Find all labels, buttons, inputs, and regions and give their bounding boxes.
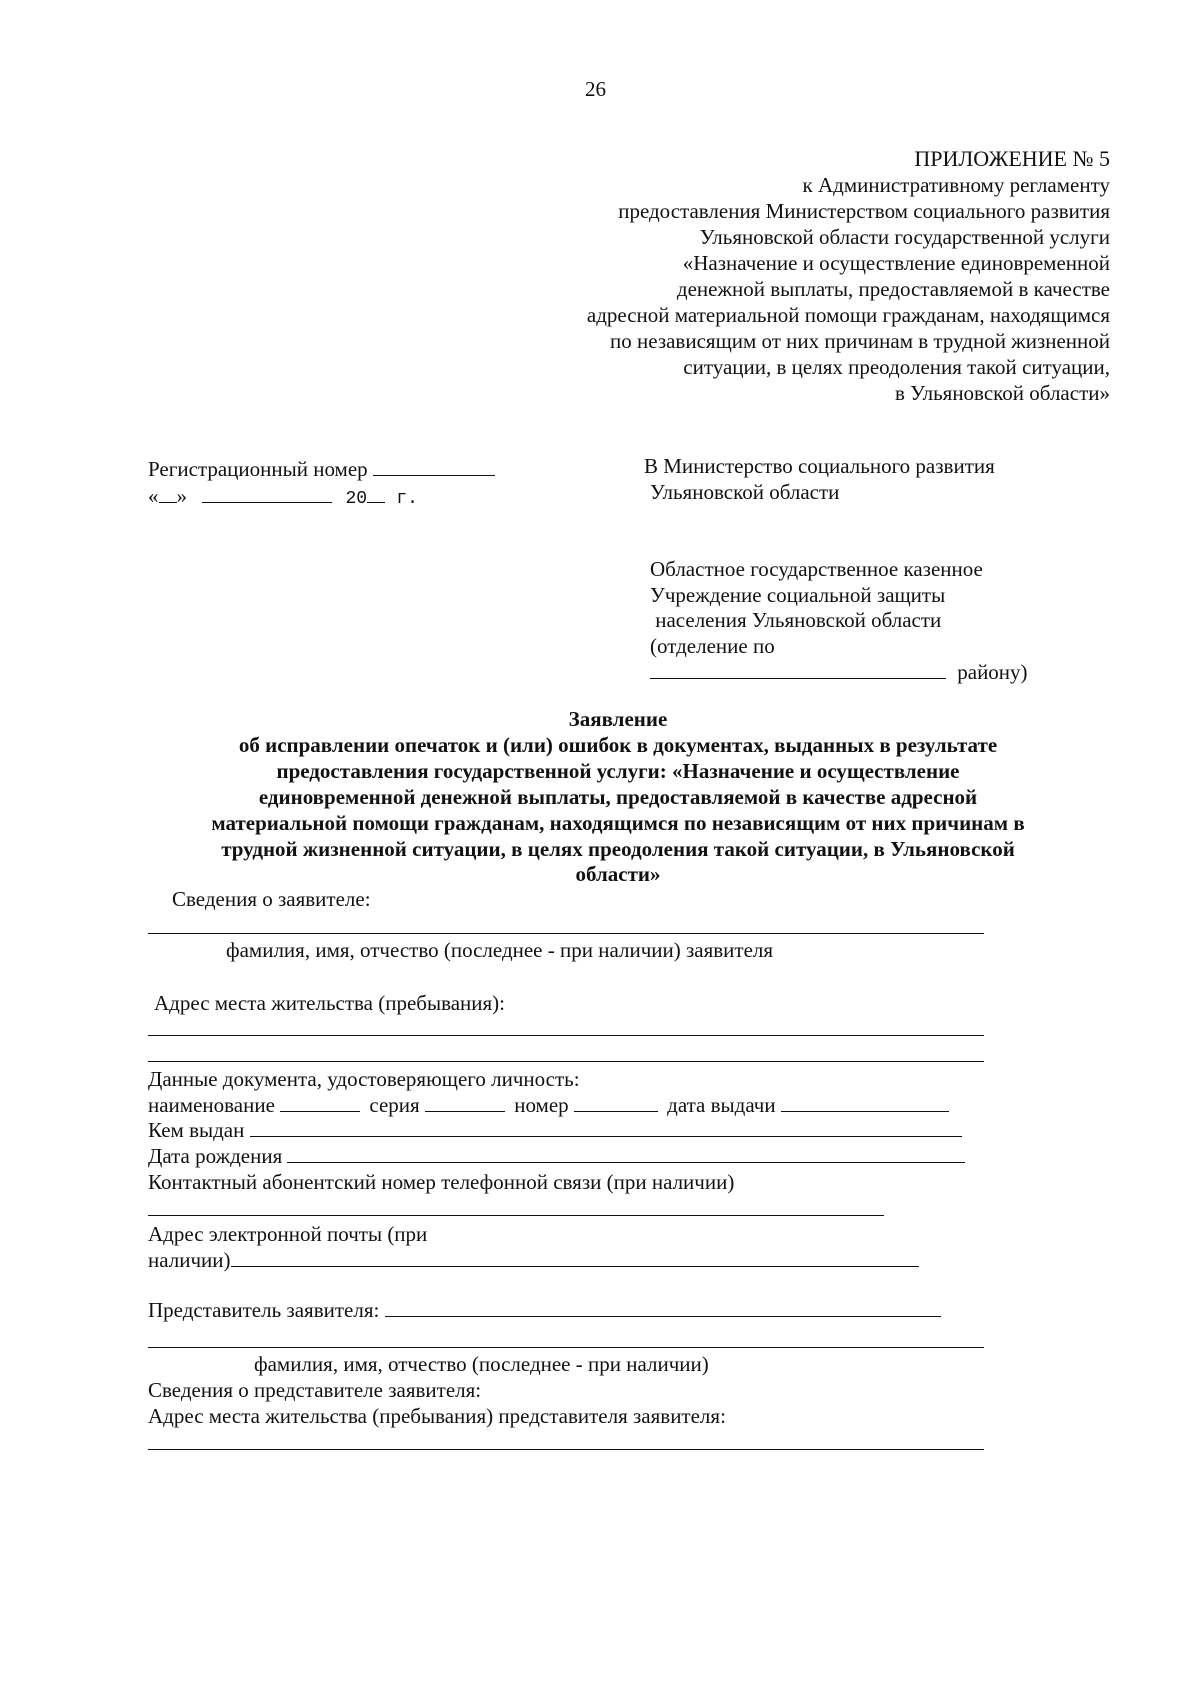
address-field-line2[interactable] [148,1061,984,1062]
statement-subtitle-line: предоставления государственной услуги: «Назначение и осуществление [276,759,960,783]
date-close-quote: » [176,484,187,508]
issued-by-field[interactable] [250,1118,962,1137]
annex-line: в Ульяновской области» [894,381,1110,405]
statement-subtitle-line: об исправлении опечаток и (или) ошибок в документах, выданных в результате [238,733,998,757]
issued-by-label: Кем выдан [148,1118,245,1142]
representative-row [148,1297,941,1323]
phone-field[interactable] [148,1215,884,1216]
representative-label: Представитель заявителя: [148,1298,380,1322]
statement-subtitle-line: материальной помощи гражданам, находящимся по независящим от них причинам в [211,811,1025,835]
representative-name-caption: фамилия, имя, отчество (последнее - при наличии) [254,1352,709,1376]
annex-line: ситуации, в целях преодоления такой ситуации, [683,355,1110,379]
email-label-end: наличии) [148,1248,231,1272]
district-suffix: району) [957,660,1028,684]
issued-by-row [148,1117,962,1143]
district-field[interactable] [650,660,946,679]
doc-name-label: наименование [148,1093,275,1117]
recipient-line: Ульяновской области [650,480,840,504]
annex-line: денежной выплаты, предоставляемой в качестве [676,277,1110,301]
address-label: Адрес места жительства (пребывания): [154,991,506,1015]
email-row [148,1247,919,1273]
statement-subtitle-line: трудной жизненной ситуации, в целях преодоления такой ситуации, в Ульяновской [221,837,1015,861]
annex-line: к Административному регламенту [802,173,1110,197]
email-field[interactable] [231,1248,919,1267]
date-year-field[interactable] [367,484,385,503]
representative-address-label: Адрес места жительства (пребывания) представителя заявителя: [148,1404,726,1428]
date-open-quote: « [148,484,159,508]
series-label: серия [369,1093,420,1117]
email-label: Адрес электронной почты (при [148,1222,428,1246]
institution-line: (отделение по [650,634,775,658]
birth-date-label: Дата рождения [148,1144,283,1168]
statement-title: Заявление [568,707,668,731]
applicant-section-label: Сведения о заявителе: [172,887,371,911]
number-field[interactable] [574,1093,658,1112]
date-year-suffix: г. [396,489,418,509]
annex-line: Ульяновской области государственной услуги [699,225,1110,249]
annex-heading: ПРИЛОЖЕНИЕ № 5 [914,146,1110,171]
date-day-field[interactable] [159,484,177,503]
statement-subtitle-line: единовременной денежной выплаты, предоставляемой в качестве адресной [258,785,978,809]
birth-date-row [148,1143,965,1169]
applicant-name-field[interactable] [148,933,984,934]
annex-line: предоставления Министерством социального развития [618,199,1110,223]
registration-date [148,483,418,512]
issue-date-field[interactable] [781,1093,949,1112]
institution-line: населения Ульяновской области [650,608,942,632]
institution-line: Учреждение социальной защиты [650,583,946,607]
institution-line: Областное государственное казенное [650,557,983,581]
registration-number-label: Регистрационный номер [148,457,368,481]
issue-date-label: дата выдачи [667,1093,776,1117]
id-doc-label: Данные документа, удостоверяющего личность: [148,1067,580,1091]
annex-line: по независящим от них причинам в трудной жизненной [610,329,1110,353]
representative-name-field[interactable] [148,1347,984,1348]
birth-date-field[interactable] [287,1144,965,1163]
annex-line: адресной материальной помощи гражданам, находящимся [586,303,1110,327]
id-doc-row [148,1092,949,1118]
representative-section-label: Сведения о представителе заявителя: [148,1378,482,1402]
recipient-line: В Министерство социального развития [644,454,995,478]
phone-label: Контактный абонентский номер телефонной связи (при наличии) [148,1170,735,1194]
representative-field[interactable] [385,1298,941,1317]
page-number: 26 [585,77,606,101]
series-field[interactable] [425,1093,505,1112]
registration-number-field[interactable] [373,457,495,476]
doc-name-field[interactable] [280,1093,360,1112]
representative-address-field[interactable] [148,1449,984,1450]
address-field-line1[interactable] [148,1035,984,1036]
registration-number [148,456,495,482]
district-row [650,659,1028,685]
number-label: номер [514,1093,569,1117]
applicant-name-caption: фамилия, имя, отчество (последнее - при наличии) заявителя [226,938,774,962]
date-year-prefix: 20 [345,489,368,509]
date-month-field[interactable] [202,484,332,503]
statement-subtitle-line: области» [575,862,661,886]
annex-line: «Назначение и осуществление единовременной [682,251,1110,275]
